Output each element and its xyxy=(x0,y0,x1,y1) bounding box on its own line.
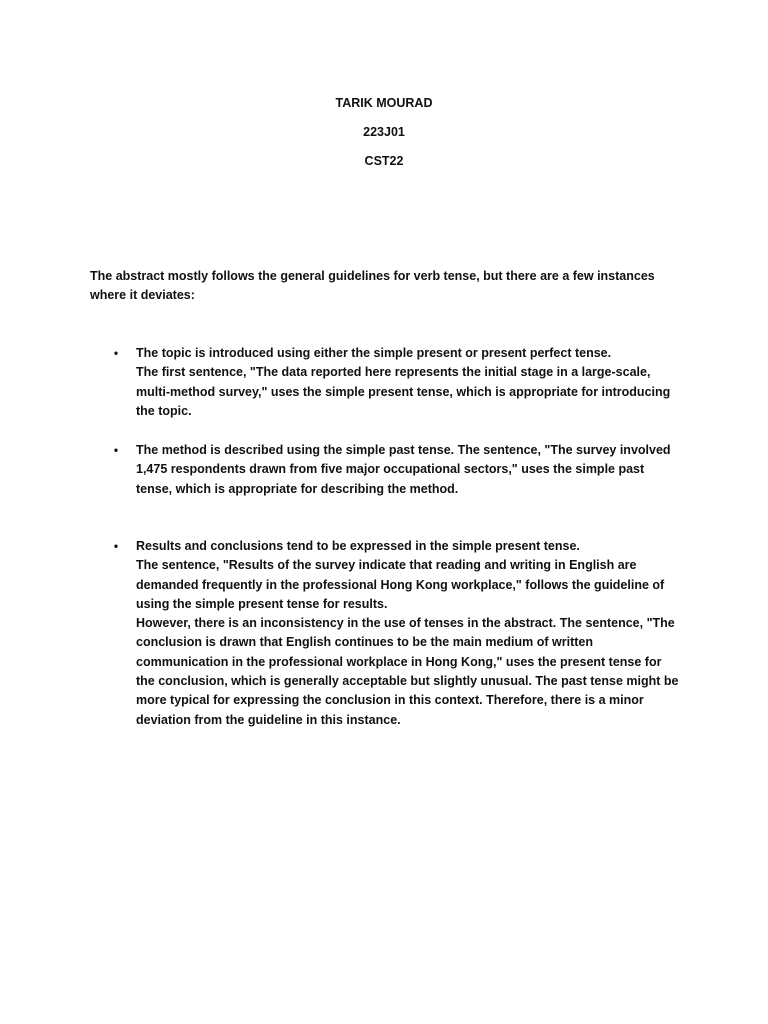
intro-paragraph: The abstract mostly follows the general guidelines for verb tense, but there are a few instances where it deviates: xyxy=(90,269,655,303)
bullet-line: The topic is introduced using either the simple present or present perfect tense. xyxy=(136,346,612,360)
bullet-line: The first sentence, "The data reported here represents the initial stage in a large-scale, multi-method survey," uses the simple present tense, which is appropriate for introducing the topic. xyxy=(136,365,671,418)
bullet-icon: • xyxy=(113,539,119,553)
bullet-line: The method is described using the simple past tense. The sentence, "The survey involved 1,475 respondents drawn from five major occupational sectors," uses the simple past tense, which is appropriate for describing the method. xyxy=(136,443,671,496)
course-code: CST22 xyxy=(364,154,404,168)
bullet-line: The sentence, "Results of the survey indicate that reading and writing in English are demanded frequently in the professional Hong Kong workplace," follows the guideline of using the simple present tense for results. xyxy=(136,558,665,611)
bullet-line: Results and conclusions tend to be expressed in the simple present tense. xyxy=(136,539,580,553)
bullet-item-topic xyxy=(113,344,681,421)
bullet-icon: • xyxy=(113,443,119,457)
student-id: 223J01 xyxy=(363,125,405,139)
bullet-item-method xyxy=(113,441,681,499)
bullet-icon: • xyxy=(113,346,119,360)
bullet-line: However, there is an inconsistency in the use of tenses in the abstract. The sentence, "The conclusion is drawn that English continues to be the main medium of written communication in the professional workplace in Hong Kong," uses the present tense for the conclusion, which is generally acceptable but slightly unusual. The past tense might be more typical for expressing the conclusion in this context. Therefore, there is a minor deviation from the guideline in this instance. xyxy=(136,616,679,727)
author-name: TARIK MOURAD xyxy=(335,96,433,110)
bullet-item-results xyxy=(113,537,681,730)
